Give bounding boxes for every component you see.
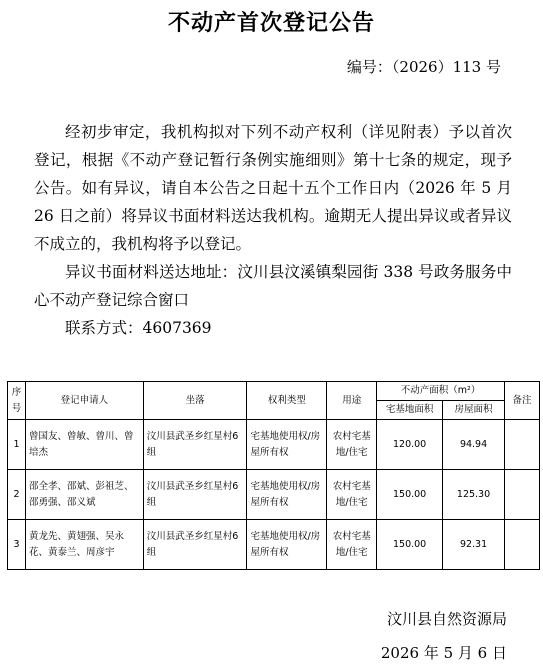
cell-remark: [505, 420, 540, 470]
cell-applicant: 黄龙先、黄翅强、吴永花、黄泰兰、周彦宇: [25, 520, 143, 570]
table-row: [8, 420, 540, 470]
cell-usage: 农村宅基地/住宅: [327, 520, 377, 570]
cell-usage: 农村宅基地/住宅: [327, 420, 377, 470]
cell-applicant: 曾国友、曾敏、曾川、曾培杰: [25, 420, 143, 470]
header-location: 坐落: [143, 382, 247, 420]
cell-seq: 2: [8, 470, 26, 520]
page-title: 不动产首次登记公告: [167, 10, 375, 36]
table-row: [8, 470, 540, 520]
cell-usage: 农村宅基地/住宅: [327, 470, 377, 520]
cell-land-area: 120.00: [377, 420, 443, 470]
cell-land-area: 150.00: [377, 520, 443, 570]
registration-table: [7, 381, 540, 570]
cell-location: 汶川县武圣乡红星村6组: [143, 420, 247, 470]
table-row: [8, 520, 540, 570]
header-remark: 备注: [505, 382, 540, 420]
header-house-area: 房屋面积: [443, 401, 505, 420]
issue-date: 2026 年 5 月 6 日: [380, 644, 507, 662]
cell-applicant: 邵全孝、邵斌、彭祖芝、邵勇强、邵义斌: [25, 470, 143, 520]
header-seq: 序号: [8, 382, 26, 420]
header-applicant: 登记申请人: [25, 382, 143, 420]
cell-remark: [505, 470, 540, 520]
cell-right-type: 宅基地使用权/房屋所有权: [247, 420, 327, 470]
cell-remark: [505, 520, 540, 570]
paragraph-address: 异议书面材料送达地址：汶川县汶溪镇梨园街 338 号政务服务中心不动产登记综合窗口: [34, 263, 512, 309]
cell-right-type: 宅基地使用权/房屋所有权: [247, 520, 327, 570]
cell-location: 汶川县武圣乡红星村6组: [143, 520, 247, 570]
header-area: 不动产面积（m²）: [377, 382, 505, 401]
header-usage: 用途: [327, 382, 377, 420]
cell-seq: 1: [8, 420, 26, 470]
paragraph-main: 经初步审定，我机构拟对下列不动产权利（详见附表）予以首次登记，根据《不动产登记暂行条例实施细则》第十七条的规定，现予公告。如有异议，请自本公告之日起十五个工作日内（2026 年 5 月 26 日之前）将异议书面材料送达我机构。逾期无人提出异议或者异议不成立的，我机构将予以登记。: [34, 123, 512, 253]
cell-house-area: 94.94: [443, 420, 505, 470]
cell-land-area: 150.00: [377, 470, 443, 520]
cell-seq: 3: [8, 520, 26, 570]
cell-house-area: 125.30: [443, 470, 505, 520]
table-header-row: [8, 382, 540, 401]
cell-house-area: 92.31: [443, 520, 505, 570]
cell-location: 汶川县武圣乡红星村6组: [143, 470, 247, 520]
header-right-type: 权利类型: [247, 382, 327, 420]
announcement-number: 编号：（2026）113 号: [346, 58, 501, 76]
issuing-organization: 汶川县自然资源局: [386, 610, 507, 628]
announcement-body: [34, 118, 512, 342]
header-land-area: 宅基地面积: [377, 401, 443, 420]
cell-right-type: 宅基地使用权/房屋所有权: [247, 470, 327, 520]
paragraph-contact: 联系方式：4607369: [65, 319, 212, 337]
